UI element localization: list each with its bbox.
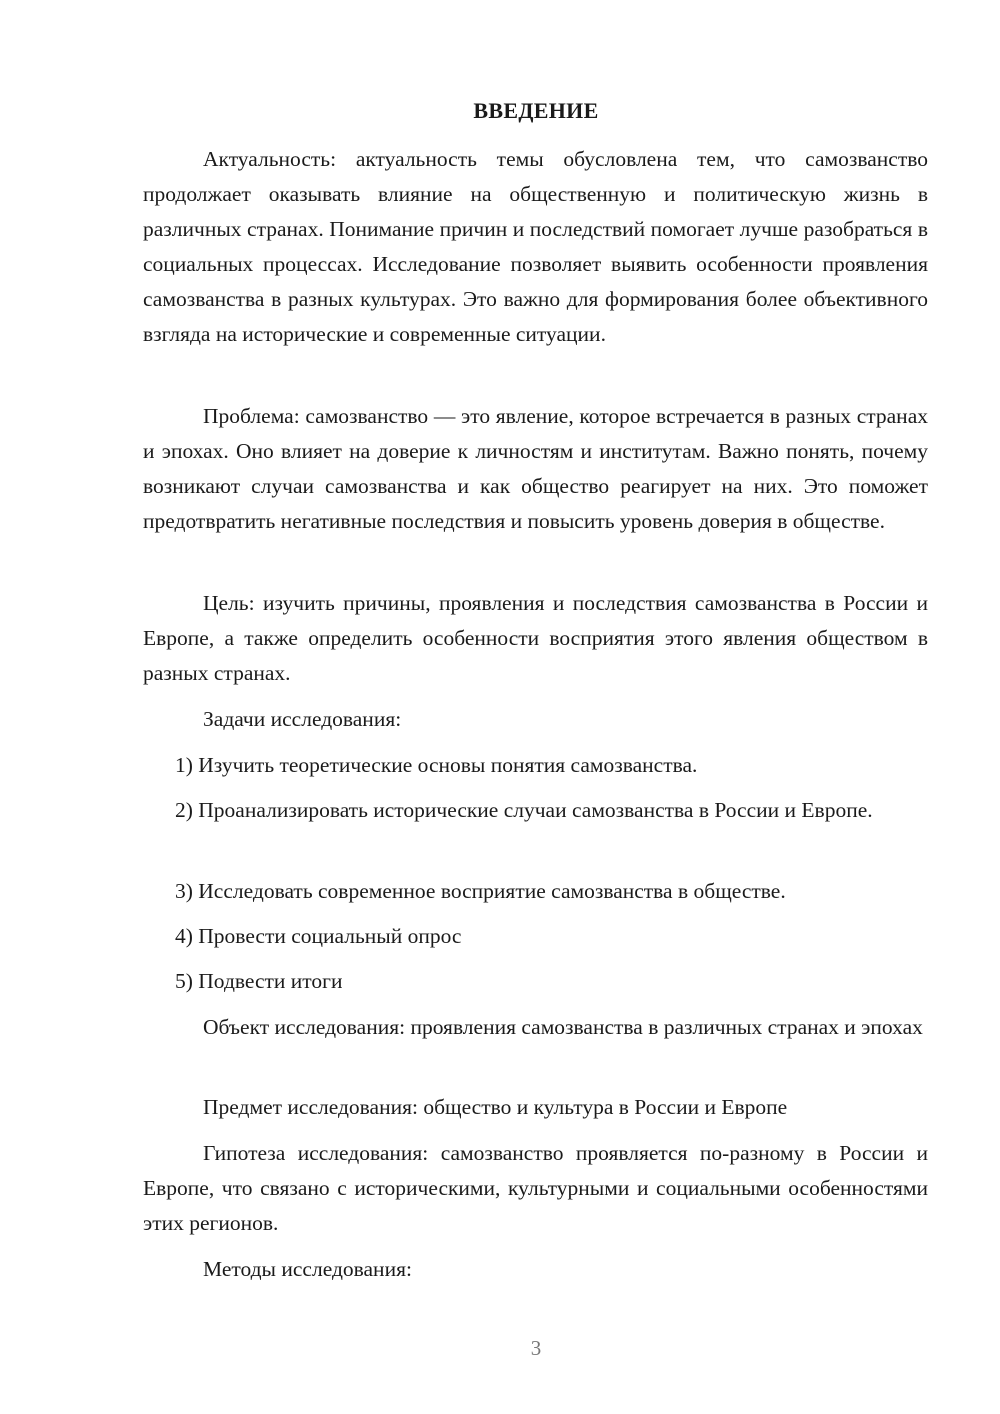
page-number: 3: [530, 1336, 542, 1360]
section-title: ВВЕДЕНИЕ: [473, 98, 599, 123]
paragraph-object: Объект исследования: проявления самозванства в различных странах и эпохах: [203, 1015, 923, 1039]
paragraph-goal: Цель: изучить причины, проявления и последствия самозванства в России и Европе, а также определить особенности восприятия этого явления обществом в разных странах.: [143, 591, 928, 685]
paragraph-subject: Предмет исследования: общество и культура в России и Европе: [203, 1095, 788, 1119]
task-item: 4) Провести социальный опрос: [175, 924, 462, 948]
task-item: 1) Изучить теоретические основы понятия самозванства.: [175, 753, 698, 777]
paragraph-problem: Проблема: самозванство — это явление, которое встречается в разных странах и эпохах. Оно влияет на доверие к личностям и институтам. Важно понять, почему возникают случаи самозванства и как общество реагирует на них. Это поможет предотвратить негативные последствия и повысить уровень доверия в обществе.: [143, 404, 928, 533]
paragraph-relevance: Актуальность: актуальность темы обусловлена тем, что самозванство продолжает оказывать влияние на общественную и политическую жизнь в различных странах. Понимание причин и последствий помогает лучше разобраться в социальных процессах. Исследование позволяет выявить особенности проявления самозванства в разных культурах. Это важно для формирования более объективного взгляда на исторические и современные ситуации.: [143, 147, 928, 346]
tasks-heading: Задачи исследования:: [203, 707, 402, 731]
task-item: 2) Проанализировать исторические случаи самозванства в России и Европе.: [175, 798, 873, 822]
methods-heading: Методы исследования:: [203, 1257, 412, 1281]
task-item: 5) Подвести итоги: [175, 969, 343, 993]
task-item: 3) Исследовать современное восприятие самозванства в обществе.: [175, 879, 786, 903]
paragraph-hypothesis: Гипотеза исследования: самозванство проявляется по-разному в России и Европе, что связано с историческими, культурными и социальными особенностями этих регионов.: [143, 1141, 928, 1235]
